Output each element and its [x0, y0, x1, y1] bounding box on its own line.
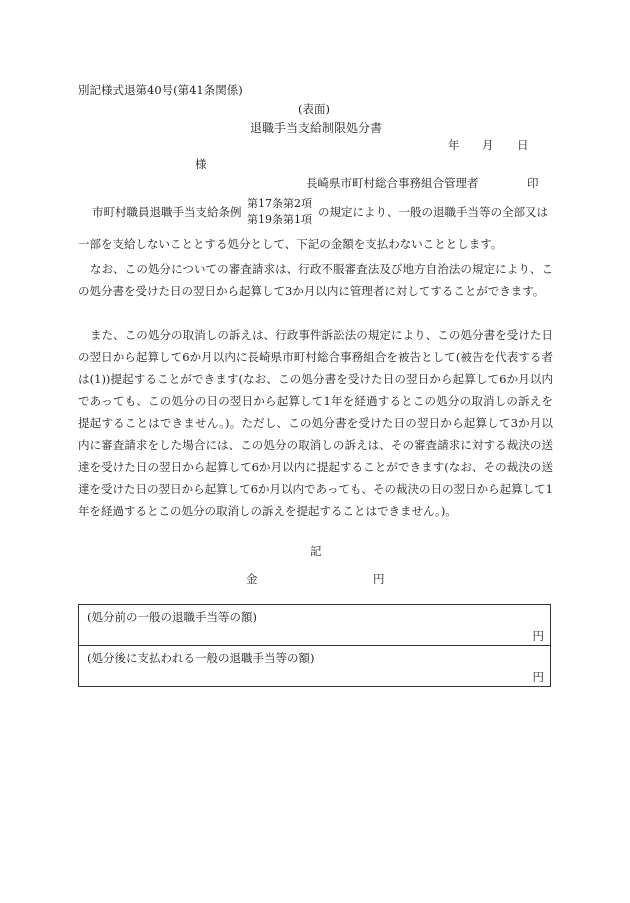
amount-unit: 円: [373, 572, 385, 586]
note-heading: 記: [310, 544, 322, 558]
article-a: 第17条第2項: [247, 197, 312, 210]
date-month: 月: [482, 138, 494, 152]
addressee-suffix: 様: [195, 157, 207, 171]
table-row-before: [78, 604, 551, 646]
ordinance-name: 市町村職員退職手当支給条例: [92, 205, 242, 219]
issuer-name: 長崎県市町村総合事務組合管理者: [306, 176, 479, 190]
row-unit: 円: [532, 629, 544, 643]
document-title: 退職手当支給制限処分書: [250, 121, 383, 135]
clause1-rest: の規定により、一般の退職手当等の全部又は: [318, 205, 548, 219]
row-label: (処分後に支払われる一般の退職手当等の額): [87, 651, 315, 665]
date-year: 年: [448, 138, 460, 152]
form-side-label: (表面): [298, 102, 330, 116]
article-b: 第19条第1項: [247, 213, 312, 226]
seal-mark: 印: [527, 176, 539, 190]
table-row-after: [78, 645, 551, 687]
form-reference: 別記様式退第40号(第41条関係): [78, 83, 243, 97]
paragraph-appeal: なお、この処分についての審査請求は、行政不服審査法及び地方自治法の規定により、この処分書を受けた日の翌日から起算して3か月以内に管理者に対してすることができます。: [78, 262, 553, 298]
clause1-line2: 一部を支給しないこととする処分として、下記の金額を支払わないこととします。: [78, 237, 503, 251]
amount-label: 金: [246, 572, 258, 586]
date-day: 日: [517, 138, 529, 152]
paragraph-lawsuit: また、この処分の取消しの訴えは、行政事件訴訟法の規定により、この処分書を受けた日の翌日から起算して6か月以内に長崎県市町村総合事務組合を被告として(被告を代表する者は(1))提起することができます(なお、この処分書を受けた日の翌日から起算して6か月以内であっても、この処分の日の翌日から起算して1年を経過するとこの処分の取消しの訴えを提起することはできません。)。ただし、この処分書を受けた日の翌日から起算して3か月以内に審査請求をした場合には、この処分の取消しの訴えは、その審査請求に対する裁決の送達を受けた日の翌日から起算して6か月以内に提起することができます(なお、その裁決の送達を受けた日の翌日から起算して6か月以内であっても、その裁決の日の翌日から起算して1年を経過するとこの処分の取消しの訴えを提起することはできません。)。: [78, 328, 553, 518]
row-unit: 円: [532, 670, 544, 684]
row-label: (処分前の一般の退職手当等の額): [87, 610, 257, 624]
